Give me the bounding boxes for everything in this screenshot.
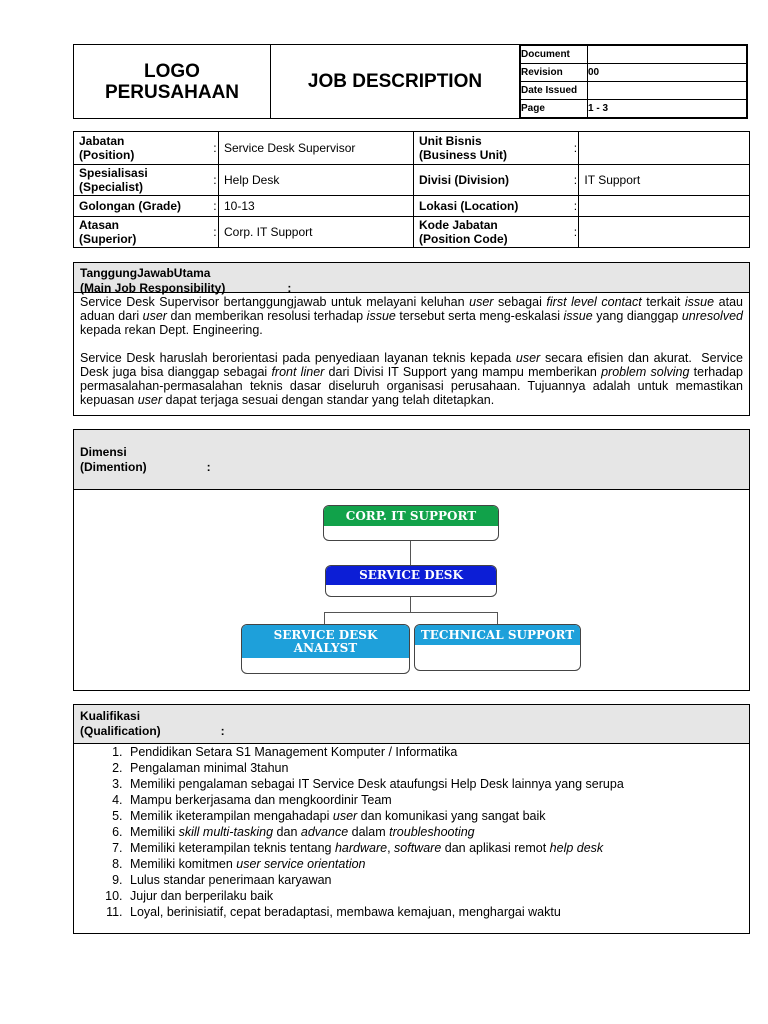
qualification-item: 8. Memiliki komitmen user service orientation — [126, 856, 749, 872]
jabatan-label: Jabatan (Position) — [74, 132, 212, 165]
unit-bisnis-label: Unit Bisnis (Business Unit) — [414, 132, 573, 165]
dimension-section — [73, 429, 750, 691]
org-chart — [74, 490, 749, 689]
dimension-header: Dimensi (Dimention) : — [74, 430, 749, 490]
unit-bisnis-value — [579, 132, 750, 165]
qualification-header: Kualifikasi (Qualification) : — [74, 705, 749, 744]
meta-date-issued-label: Date Issued — [521, 82, 588, 100]
spesialisasi-value: Help Desk — [218, 165, 413, 196]
meta-date-issued-value — [588, 82, 747, 100]
org-node-service-desk-analyst: SERVICE DESK ANALYST — [241, 624, 410, 674]
atasan-value: Corp. IT Support — [218, 217, 413, 248]
logo-line-1: LOGO — [144, 60, 200, 82]
qualification-item: 2. Pengalaman minimal 3tahun — [126, 760, 749, 776]
org-node-corp-it-support: CORP. IT SUPPORT — [323, 505, 499, 541]
logo-line-2: PERUSAHAAN — [104, 81, 240, 103]
qualification-item: 4. Mampu berkerjasama dan mengkoordinir Team — [126, 792, 749, 808]
document-header — [73, 44, 748, 119]
meta-revision-value: 00 — [588, 64, 747, 82]
qualification-item: 7. Memiliki keterampilan teknis tentang hardware, software dan aplikasi remot help desk — [126, 840, 749, 856]
qualification-item: 10. Jujur dan berperilaku baik — [126, 888, 749, 904]
kode-jabatan-label: Kode Jabatan (Position Code) — [414, 217, 573, 248]
qualification-list — [74, 744, 749, 920]
qualification-item: 3. Memiliki pengalaman sebagai IT Service Desk ataufungsi Help Desk lainnya yang serupa — [126, 776, 749, 792]
responsibility-section — [73, 262, 750, 416]
golongan-value: 10-13 — [218, 196, 413, 217]
meta-revision-label: Revision — [521, 64, 588, 82]
qualification-item: 9. Lulus standar penerimaan karyawan — [126, 872, 749, 888]
meta-page-value: 1 - 3 — [588, 100, 747, 118]
jabatan-value: Service Desk Supervisor — [218, 132, 413, 165]
qualification-item: 1. Pendidikan Setara S1 Management Komputer / Informatika — [126, 744, 749, 760]
responsibility-text — [74, 293, 749, 409]
meta-document-label: Document — [521, 46, 588, 64]
spesialisasi-label: Spesialisasi (Specialist) — [74, 165, 212, 196]
responsibility-header: TanggungJawabUtama (Main Job Responsibility) : — [74, 263, 749, 293]
qualification-item: 6. Memiliki skill multi-tasking dan advance dalam troubleshooting — [126, 824, 749, 840]
divisi-value: IT Support — [579, 165, 750, 196]
atasan-label: Atasan (Superior) — [74, 217, 212, 248]
lokasi-label: Lokasi (Location) — [414, 196, 573, 217]
golongan-label: Golongan (Grade) — [74, 196, 212, 217]
document-title: JOB DESCRIPTION — [271, 45, 520, 119]
qualification-item: 5. Memilik iketerampilan mengahadapi user dan komunikasi yang sangat baik — [126, 808, 749, 824]
company-logo-placeholder — [74, 45, 271, 119]
responsibility-paragraph-2: Service Desk haruslah berorientasi pada penyediaan layanan teknis kepada user secara efisien dan akurat. Service Desk juga bisa dianggap sebagai front liner dari Divisi IT Support yang mampu memberikan problem solving terhadap permasalahan-permasalahan teknis dasar diseluruh organisasi perusahaan. Tujuannya adalah untuk memastikan kepuasan user dapat terjaga sesuai dengan standar yang telah ditetapkan. — [80, 351, 744, 407]
org-node-service-desk: SERVICE DESK — [325, 565, 497, 597]
qualification-item: 11. Loyal, berinisiatif, cepat beradaptasi, membawa kemajuan, menghargai waktu — [126, 904, 749, 920]
lokasi-value — [579, 196, 750, 217]
position-info-table: Jabatan (Position) : Service Desk Supervisor Unit Bisnis (Business Unit) : Spesialisasi (Specialist) : Help Desk Divisi (Division) : IT Support Golongan (Grade) : 10-13 Lokasi (Location) : Atasan (Superior) : Corp. IT Support Kode Jabatan (Position Code) : — [73, 131, 750, 248]
qualification-list-wrapper — [74, 744, 749, 920]
document-meta — [520, 45, 748, 119]
org-node-technical-support: TECHNICAL SUPPORT — [414, 624, 581, 671]
divisi-label: Divisi (Division) — [414, 165, 573, 196]
qualification-section — [73, 704, 750, 934]
kode-jabatan-value — [579, 217, 750, 248]
responsibility-paragraph-1: Service Desk Supervisor bertanggungjawab untuk melayani keluhan user sebagai first level contact terkait issue atau aduan dari user dan memberikan resolusi terhadap issue tersebut serta meng-eskalasi issue yang dianggap unresolved kepada rekan Dept. Engineering. — [80, 295, 743, 337]
meta-page-label: Page — [521, 100, 588, 118]
meta-document-value — [588, 46, 747, 64]
